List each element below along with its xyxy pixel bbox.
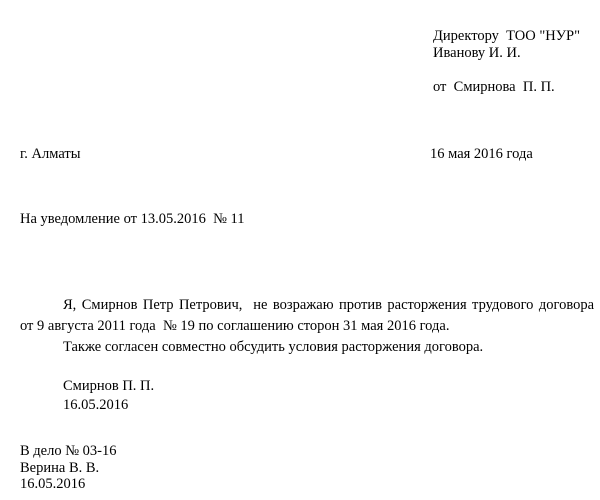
addressee-line: Директору ТОО "НУР" bbox=[433, 28, 581, 44]
sender-line: от Смирнова П. П. bbox=[433, 79, 555, 95]
statement-body bbox=[20, 295, 594, 358]
signature-date: 16.05.2016 bbox=[63, 397, 129, 413]
statement-line-3: Также согласен совместно обсудить условия расторжения договора. bbox=[63, 339, 484, 355]
notice-reference: На уведомление от 13.05.2016 № 11 bbox=[20, 211, 245, 227]
filing-clerk: Верина В. В. bbox=[20, 460, 100, 476]
addressee-name: Иванову И. И. bbox=[433, 45, 521, 61]
statement-line-2: от 9 августа 2011 года № 19 по соглашению сторон 31 мая 2016 года. bbox=[20, 318, 450, 334]
statement-line-1: Я, Смирнов Петр Петрович, не возражаю против расторжения трудового договора bbox=[63, 297, 594, 313]
city: г. Алматы bbox=[20, 146, 81, 162]
filing-case-number: В дело № 03-16 bbox=[20, 443, 117, 459]
signature-name: Смирнов П. П. bbox=[63, 378, 155, 394]
filing-date: 16.05.2016 bbox=[20, 476, 86, 492]
document-date: 16 мая 2016 года bbox=[430, 146, 533, 162]
